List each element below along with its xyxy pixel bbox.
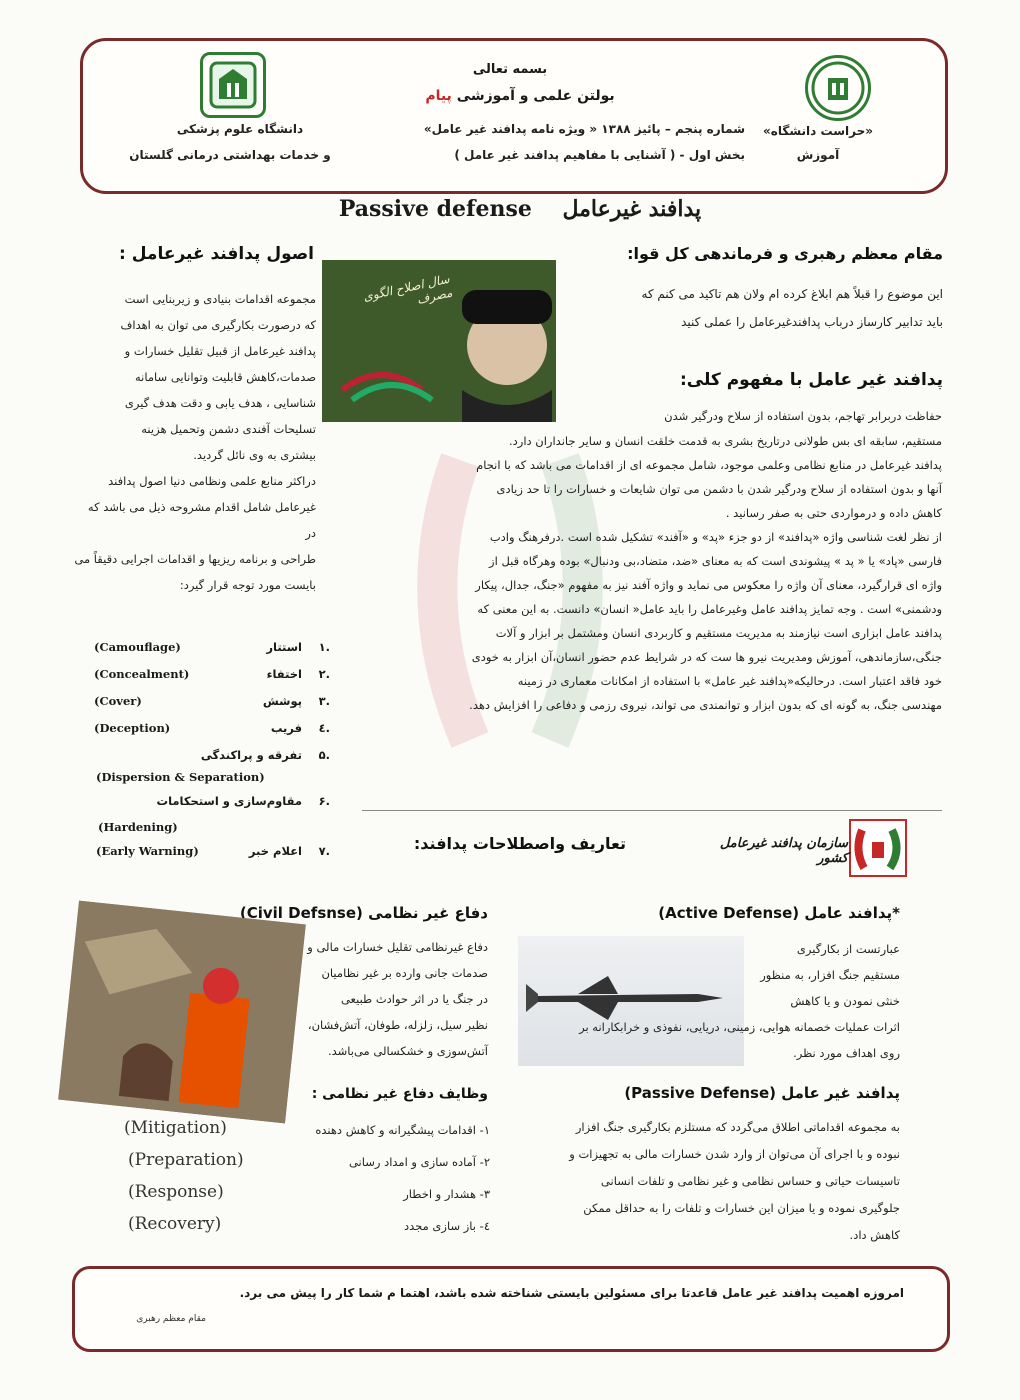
civil-tasks-heading: وظایف دفاع غیر نظامی : [311, 1086, 488, 1102]
principles-line: بیشتری به وی نائل گردید. [193, 448, 316, 462]
main-title-en: Passive defense [338, 196, 532, 222]
principles-line: طراحی و برنامه ریزیها و اقدامات اجرایی دقیقاً می [74, 552, 316, 566]
list-num: ۲. [318, 667, 330, 681]
left-org-line1: دانشگاه علوم پزشکی [176, 122, 304, 136]
part-line: بخش اول - ( آشنایی با مفاهیم پدافند غیر عامل ) [454, 148, 745, 162]
concept-line: کاهش داده و درمواردی حتی به صفر رسانید . [725, 506, 942, 520]
list-item [90, 721, 330, 748]
principles-line: دراکثر منابع علمی ونظامی دنیا اصول پدافند [108, 474, 316, 488]
principles-line: که درصورت بکارگیری می توان به اهداف [120, 318, 316, 332]
civil-defense-heading: دفاع غیر نظامی (Civil Defsnse) [239, 904, 488, 922]
main-title [300, 196, 740, 222]
list-item [90, 667, 330, 694]
leader-quote-line: باید تدابیر کارساز درباب پدافندغیرعامل را عملی کنید [681, 315, 943, 329]
list-item [110, 1182, 490, 1214]
passive-defense-org-logo-icon [848, 818, 908, 878]
list-item [110, 1118, 490, 1150]
passive-defense-line: تاسیسات حیاتی و حساس نظامی و غیر نظامی و تلفات انسانی [600, 1174, 900, 1188]
footer-frame [72, 1266, 950, 1352]
leader-photo [322, 260, 556, 422]
task-fa: ۱- اقدامات پیشگیرانه و کاهش دهنده [315, 1123, 490, 1137]
concept-line: فارسی «پاد» یا « پد » پیشوندی است که به معنای «ضد، متضاد،بی ودنبال» بوده وهرگاه قبل از [489, 554, 942, 568]
list-fa: فریب [270, 721, 302, 735]
civil-defense-line: آتش‌سوزی و خشکسالی می‌باشد. [327, 1044, 488, 1058]
list-en: (Camouflage) [94, 640, 181, 654]
org-logo-text: سازمان پدافند غیرعامل کشور [719, 836, 848, 866]
concept-line: آنها و بدون استفاده از سلاح ودرگیر شدن با دشمن می توان شایعات و خسارات را تا حد زیادی [496, 482, 942, 496]
principles-line: شناسایی ، هدف یابی و دقت هدف گیری [124, 396, 316, 410]
task-fa: ۳- هشدار و اخطار [403, 1187, 490, 1201]
passive-defense-line: نبوده و با اجرای آن می‌توان از وارد شدن خسارات مالی به تجهیزات و [569, 1147, 900, 1161]
task-en: (Recovery) [128, 1214, 222, 1234]
concept-line: مهندسی جنگ، به گونه ای که بدون ابزار و توانمندی می تواند، نیروی رزمی و دفاعی را افزایش دهد. [469, 698, 942, 712]
principles-line: تسلیحات آفندی دشمن وتحمیل هزینه [141, 422, 316, 436]
list-num: ۳. [318, 694, 330, 708]
passive-defense-line: کاهش داد. [849, 1228, 900, 1242]
passive-defense-line: جلوگیری نموده و یا میزان این خسارات و تلفات را به حداقل ممکن [583, 1201, 900, 1215]
list-en: (Concealment) [94, 667, 190, 681]
civil-defense-line: صدمات جانی وارده بر غیر نظامیان [321, 966, 488, 980]
university-logo-icon [200, 52, 266, 118]
list-en: (Early Warning) [96, 844, 199, 858]
concept-line: واژه ای قرارگیرد، معنای آن واژه را معکوس می نماید و واژه آفند نیز به مفهوم «جنگ، جدال، پیکار [475, 578, 942, 592]
concept-line: پدافند غیرعامل در منابع نظامی وعلمی موجود، شامل مجموعه ای از اقدامات می باشد که با انجام [476, 458, 942, 472]
list-fa: اعلام خبر [248, 844, 302, 858]
right-org-line2: آموزش [796, 148, 840, 162]
principles-body [74, 286, 316, 598]
concept-line: مستقیم، سابقه ای بس طولانی درتاریخ بشری به قدمت خلقت انسان و سایر جانداران دارد. [508, 434, 942, 448]
principles-heading: اصول پدافند غیرعامل : [119, 244, 314, 264]
list-fa: اختفاء [266, 667, 302, 681]
leader-quote-heading: مقام معظم رهبری و فرماندهی کل قوا: [627, 244, 943, 263]
list-fa: پوشش [262, 694, 302, 708]
concept-line: حفاظت دربرابر تهاجم، بدون استفاده از سلاح ودرگیر شدن [664, 409, 942, 423]
civil-defense-line: در جنگ یا در اثر حوادث طبیعی [340, 992, 488, 1006]
security-emblem-icon [805, 55, 871, 121]
active-defense-line: اثرات عملیات خصمانه هوایی، زمینی، دریایی، نفوذی و خرابکارانه بر [579, 1020, 900, 1034]
task-fa: ٤- باز سازی مجدد [404, 1219, 490, 1233]
civil-tasks-list [110, 1118, 490, 1246]
active-defense-body-bottom [500, 1014, 900, 1066]
active-defense-line: خنثی نمودن و یا کاهش [790, 994, 900, 1008]
active-defense-line: عبارتست از بکارگیری [796, 942, 900, 956]
task-en: (Preparation) [128, 1150, 244, 1170]
concept-lines-short [560, 404, 942, 428]
footer-attribution: مقام معظم رهبری [136, 1314, 206, 1324]
task-en: (Response) [128, 1182, 224, 1202]
list-num: ۱. [318, 640, 330, 654]
principles-line: مجموعه اقدامات بنیادی و زیربنایی است [124, 292, 316, 306]
concept-body [362, 429, 942, 717]
list-fa: مقاوم‌سازی و استحکامات [156, 794, 302, 808]
left-org-line2: و خدمات بهداشتی درمانی گلستان [129, 148, 331, 162]
list-item [90, 844, 330, 871]
bulletin-title-text: بولتن علمی و آموزشی [456, 88, 615, 104]
definitions-heading: تعاریف واصطلاحات پدافند: [413, 834, 626, 853]
list-item [90, 748, 330, 794]
concept-line: جنگی،سازماندهی، آموزش ومدیریت نیرو ها ست که در شرایط عدم حضور انسان،آن ابزار به خودی [471, 650, 942, 664]
passive-defense-body [500, 1114, 900, 1249]
list-fa: استتار [266, 640, 302, 654]
bulletin-name: پیام [425, 88, 452, 104]
civil-defense-line: دفاع غیرنظامی تقلیل خسارات مالی و [307, 940, 488, 954]
list-item [110, 1150, 490, 1182]
list-item [110, 1214, 490, 1246]
list-num: ۷. [318, 844, 330, 858]
right-org-line1: «حراست دانشگاه» [763, 124, 873, 138]
list-num: ۵. [318, 748, 330, 762]
civil-defense-body [296, 934, 488, 1064]
active-defense-line: روی اهداف مورد نظر. [793, 1046, 900, 1060]
photo-caption: سال اصلاح الگوی مصرف [361, 271, 454, 307]
list-en: (Cover) [94, 694, 142, 708]
concept-line: پدافند عامل ابزاری است نیازمند به مدیریت مستقیم و کاربردی انسان ومشتمل بر ابزار و آلات [495, 626, 942, 640]
footer-quote: امروزه اهمیت پدافند غیر عامل قاعدتا برای مسئولین بایستی شناخته شده باشد، اهتما م شما کار را پیش می برد. [239, 1286, 904, 1300]
concept-line: از نظر لغت شناسی واژه «پدافند» از دو جزء «پد» و «آفند» تشکیل شده است .درفرهنگ وادب [489, 530, 942, 544]
bismillah: بسمه تعالی [472, 62, 548, 77]
principles-line: پدافند غیرعامل از قبیل تقلیل خسارات و [124, 344, 316, 358]
active-defense-line: مستقیم جنگ افزار، به منظور [760, 968, 900, 982]
main-title-fa: پدافند غیرعامل [562, 196, 702, 222]
principles-line: بایست مورد توجه قرار گیرد: [179, 578, 316, 592]
concept-heading: پدافند غیر عامل با مفهوم کلی: [679, 370, 943, 390]
task-en: (Mitigation) [124, 1118, 227, 1138]
list-item [90, 794, 330, 844]
list-num: ۶. [318, 794, 330, 808]
principles-list [90, 640, 330, 871]
rescue-photo [58, 901, 306, 1124]
active-defense-heading: *پدافند عامل (Active Defense) [658, 904, 900, 922]
list-item [90, 694, 330, 721]
concept-line: خود فاقد اعتبار است. درحالیکه«پدافند غیر عامل» با استفاده از امکانات معماری در زمینه [517, 674, 942, 688]
civil-defense-line: نظیر سیل، زلزله، طوفان، آتش‌فشان، [307, 1018, 488, 1032]
principles-line: غیرعامل شامل اقدام مشروحه ذیل می باشد که در [87, 500, 316, 540]
list-en: (Dispersion & Separation) [96, 770, 265, 784]
leader-quote-line: این موضوع را قبلاً هم ابلاغ کرده ام ولان هم تاکید می کنم که [641, 287, 943, 301]
principles-line: صدمات،کاهش قابلیت وتوانایی سامانه [135, 370, 316, 384]
section-divider [362, 810, 942, 811]
leader-quote-text [565, 280, 943, 336]
passive-defense-heading: پدافند غیر عامل (Passive Defense) [624, 1084, 900, 1102]
passive-defense-line: به مجموعه اقداماتی اطلاق می‌گردد که مستلزم بکارگیری جنگ افزار [575, 1120, 900, 1134]
active-defense-body-top [746, 936, 900, 1014]
list-fa: تفرقه و پراکندگی [200, 748, 302, 762]
list-num: ٤. [318, 721, 330, 735]
list-en: (Deception) [94, 721, 171, 735]
concept-line: ودشمنی» است . وجه تمایز پدافند عامل وغیرعامل را باید عامل« انسان» دانست. به این معنی که [477, 602, 942, 616]
task-fa: ۲- آماده سازی و امداد رسانی [348, 1155, 490, 1169]
issue-line: شماره پنجم – پائیز ۱۳۸۸ « ویژه نامه پدافند غیر عامل» [423, 122, 745, 136]
bulletin-title [400, 88, 640, 104]
list-en: (Hardening) [98, 820, 178, 834]
list-item [90, 640, 330, 667]
